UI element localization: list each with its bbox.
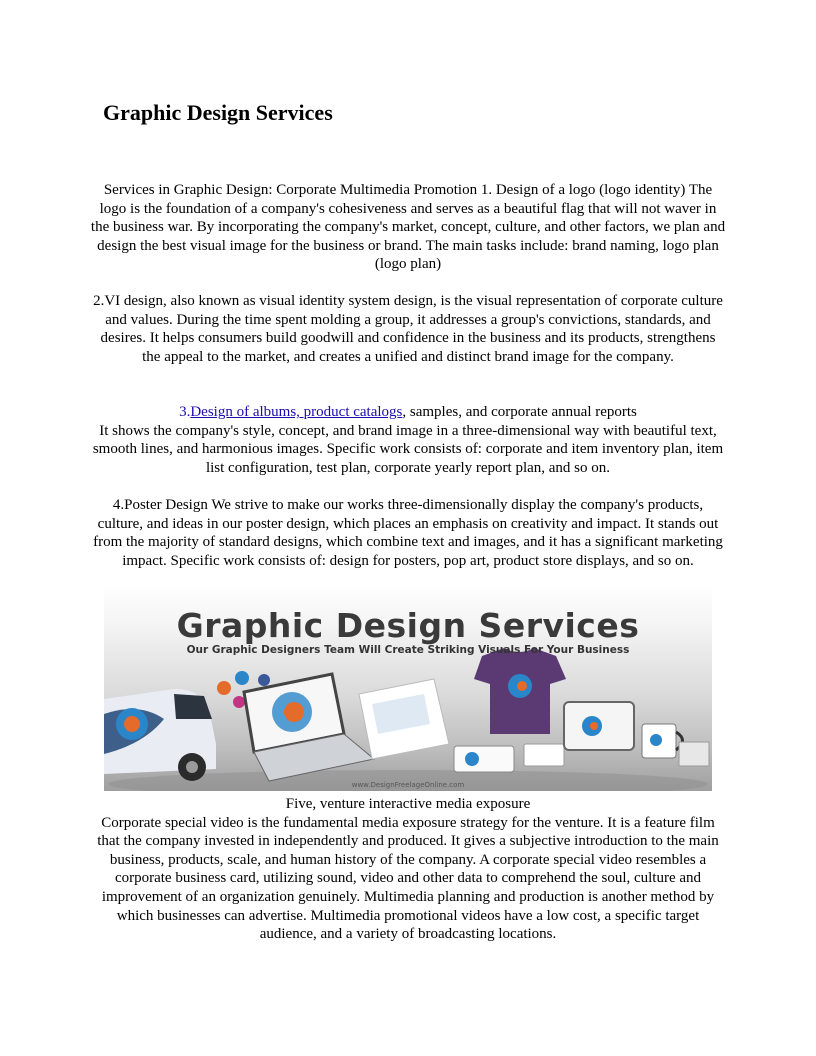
banner-website: www.DesignFreelageOnline.com [351,781,465,789]
media-heading: Five, venture interactive media exposure [285,796,531,812]
paragraph-poster-design: 4.Poster Design We strive to make our works three-dimensionally display the company's products, culture, and ideas in our poster design, which places an emphasis on creativity and impact. It stands out from the majority of standard designs, which combine text and images, and it has a significant marketing impact. Specific work consists of: design for posters, pop art, product store displays, and so on. [93,497,723,569]
paragraph-interactive-media [90,795,726,944]
paragraph-albums [90,403,726,477]
page-title: Graphic Design Services [103,100,333,125]
t-shirt-illustration [474,648,566,734]
link-trailing-text: , samples, and corporate annual reports [402,404,637,420]
albums-body-text: It shows the company's style, concept, and brand image in a three-dimensional way with beautiful text, smooth lines, and harmonious images. Specific work consists of: corporate and item inventory plan, item list configuration, test plan, corporate yearly report plan, and so on. [92,422,724,476]
graphic-design-banner-image [104,584,712,791]
banner-title: Graphic Design Services [176,606,640,645]
media-body-text: Corporate special video is the fundamental media exposure strategy for the venture. It is a feature film that the company invested in independently and produced. It gives a subjective introduction to the main business, products, scale, and human history of the company. A corporate special video resembles a corporate business card, utilizing sound, video and other data to comprehend the soul, culture and improvement of an organization genuinely. Multimedia planning and production is another method by which businesses can advertise. Multimedia promotional videos have a low cost, a specific target audience, and a variety of broadcasting locations. [97,814,719,943]
paragraph-vi-design: 2.VI design, also known as visual identity system design, is the visual representation of corporate culture and values. During the time spent molding a group, it addresses a group's convictions, standards, and desires. It helps consumers build goodwill and confidence in the business and its products, strengthens the appeal to the market, and creates a unified and distinct brand image for the company. [93,293,723,365]
paragraph-logo-design: Services in Graphic Design: Corporate Multimedia Promotion 1. Design of a logo (logo identity) The logo is the foundation of a company's cohesiveness and serves as a beautiful flag that will not waver in the business war. By incorporating the company's market, concept, culture, and other factors, we plan and design the best visual image for the business or brand. The main tasks include: brand naming, logo plan (logo plan) [90,182,726,273]
paragraph-number: 3. [179,404,191,420]
laptop-illustration [244,674,374,781]
albums-catalogs-link[interactable]: Design of albums, product catalogs [190,404,403,420]
banner-subtitle: Our Graphic Designers Team Will Create Striking Visuals For Your Business [186,644,630,656]
van-illustration [104,689,216,781]
mug-illustration [642,724,683,758]
